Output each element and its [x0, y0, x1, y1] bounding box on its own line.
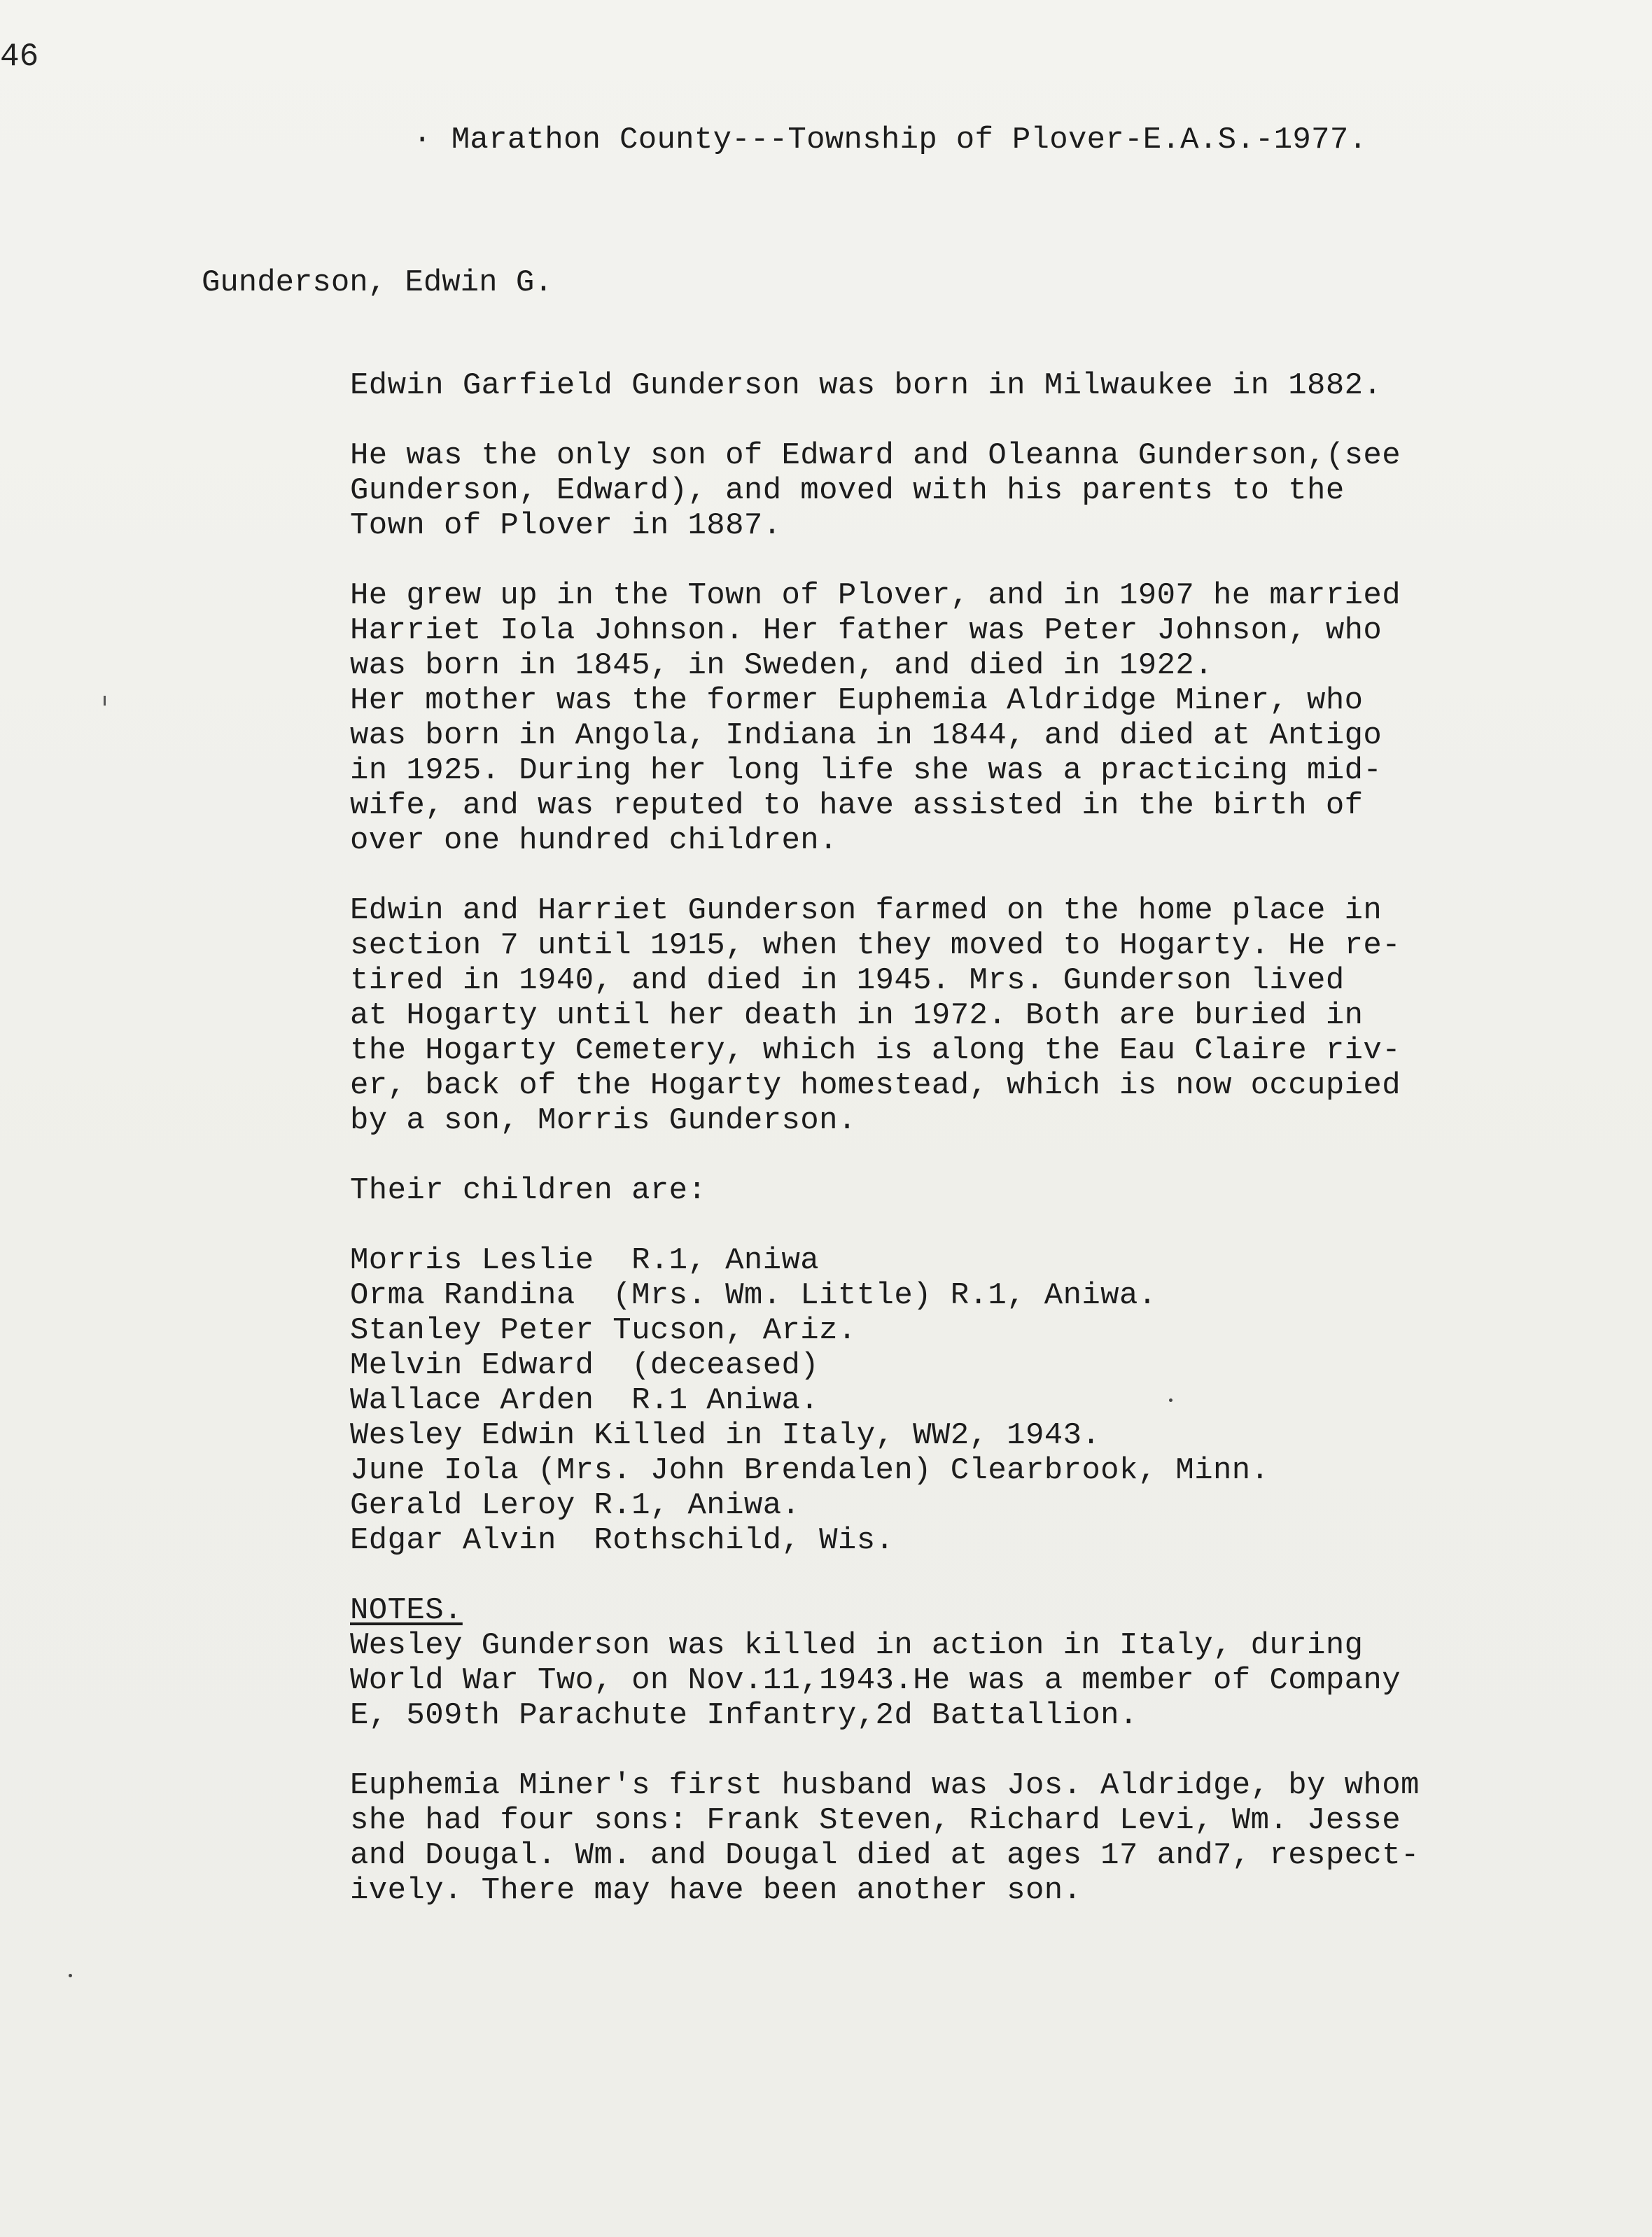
text-line: the Hogarty Cemetery, which is along the Eau Claire riv-: [350, 1033, 1401, 1068]
margin-mark: [104, 696, 106, 706]
paragraph-gap: [350, 1558, 1610, 1593]
text-line: He was the only son of Edward and Oleanna Gunderson,(see: [350, 438, 1401, 473]
text-line: E, 509th Parachute Infantry,2d Battallion.: [350, 1698, 1138, 1733]
children-list-item: Orma Randina (Mrs. Wm. Little) R.1, Aniwa.: [350, 1278, 1157, 1313]
text-line: tired in 1940, and died in 1945. Mrs. Gunderson lived: [350, 963, 1345, 998]
header-bullet: ·: [413, 122, 432, 157]
text-line: Edwin and Harriet Gunderson farmed on the home place in: [350, 893, 1382, 928]
children-list-item: June Iola (Mrs. John Brendalen) Clearbrook, Minn.: [350, 1453, 1270, 1488]
header-title: Marathon County---Township of Plover-E.A.S.-1977.: [451, 122, 1368, 157]
subject-name: Gunderson, Edwin G.: [202, 265, 553, 300]
text-line: Town of Plover in 1887.: [350, 508, 782, 543]
document-body: [350, 368, 1610, 1908]
text-line: she had four sons: Frank Steven, Richard Levi, Wm. Jesse: [350, 1803, 1401, 1838]
children-list-item: Melvin Edward (deceased): [350, 1348, 820, 1383]
text-line: in 1925. During her long life she was a practicing mid-: [350, 753, 1382, 788]
text-line: Euphemia Miner's first husband was Jos. Aldridge, by whom: [350, 1768, 1420, 1803]
page-number: 46: [0, 38, 39, 75]
text-line: Gunderson, Edward), and moved with his parents to the: [350, 473, 1345, 508]
text-line: World War Two, on Nov.11,1943.He was a member of Company: [350, 1663, 1401, 1698]
paragraph-gap: [350, 1208, 1610, 1243]
text-line: He grew up in the Town of Plover, and in 1907 he married: [350, 578, 1401, 613]
text-line: Wesley Gunderson was killed in action in Italy, during: [350, 1628, 1364, 1663]
text-line: wife, and was reputed to have assisted in the birth of: [350, 788, 1364, 823]
children-list-item: Gerald Leroy R.1, Aniwa.: [350, 1488, 801, 1523]
paragraph-gap: [350, 1138, 1610, 1173]
text-line: ively. There may have been another son.: [350, 1873, 1082, 1908]
text-line: Harriet Iola Johnson. Her father was Peter Johnson, who: [350, 613, 1382, 648]
paragraph-gap: [350, 543, 1610, 578]
children-list-item: Morris Leslie R.1, Aniwa: [350, 1243, 820, 1278]
children-list-item: Wallace Arden R.1 Aniwa.: [350, 1383, 820, 1418]
text-line: was born in 1845, in Sweden, and died in 1922.: [350, 648, 1213, 683]
text-line: Edwin Garfield Gunderson was born in Milwaukee in 1882.: [350, 368, 1382, 403]
text-line: section 7 until 1915, when they moved to Hogarty. He re-: [350, 928, 1401, 963]
text-line: and Dougal. Wm. and Dougal died at ages 17 and7, respect-: [350, 1838, 1420, 1873]
notes-heading: NOTES.: [350, 1593, 463, 1628]
stray-dot: [1169, 1398, 1172, 1402]
children-list-item: Edgar Alvin Rothschild, Wis.: [350, 1523, 895, 1558]
text-line: Her mother was the former Euphemia Aldridge Miner, who: [350, 683, 1364, 718]
paragraph-gap: [350, 858, 1610, 893]
paragraph-gap: [350, 1733, 1610, 1768]
text-line: was born in Angola, Indiana in 1844, and died at Antigo: [350, 718, 1382, 753]
text-line: Their children are:: [350, 1173, 707, 1208]
text-line: at Hogarty until her death in 1972. Both are buried in: [350, 998, 1364, 1033]
children-list-item: Wesley Edwin Killed in Italy, WW2, 1943.: [350, 1418, 1101, 1453]
stray-dot: [69, 1974, 72, 1977]
text-line: er, back of the Hogarty homestead, which is now occupied: [350, 1068, 1401, 1103]
text-line: over one hundred children.: [350, 823, 838, 858]
page-header: [413, 122, 1368, 157]
text-line: by a son, Morris Gunderson.: [350, 1103, 857, 1138]
children-list-item: Stanley Peter Tucson, Ariz.: [350, 1313, 857, 1348]
paragraph-gap: [350, 403, 1610, 438]
